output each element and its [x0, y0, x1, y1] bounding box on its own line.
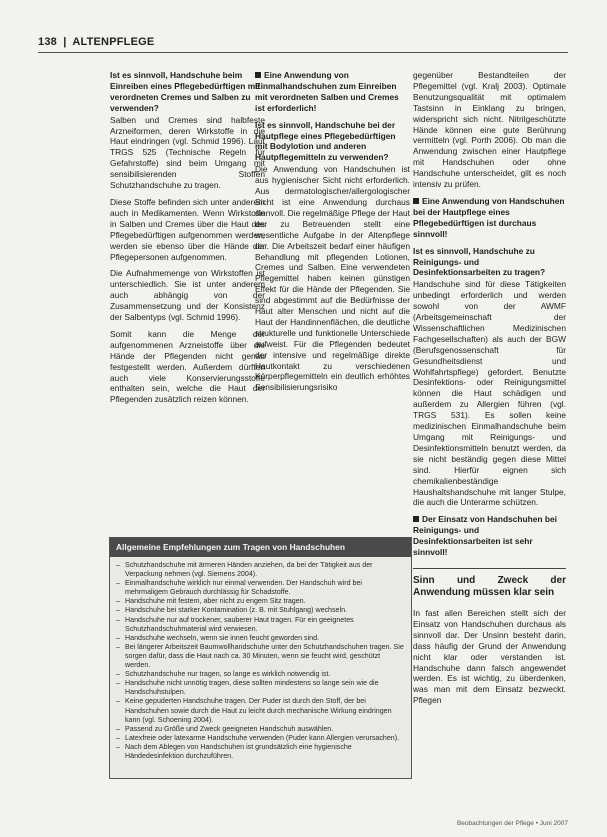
recommendation-item: – Handschuhe bei starker Kontamination (z. B. mit Stuhlgang) wechseln.	[116, 606, 405, 615]
recommendation-item: – Handschuhe nur auf trockener, sauberer Haut tragen. Für ein geeignetes Schutzhandschuhmaterial wird verwiesen.	[116, 616, 405, 634]
col2-text: Die Anwendung von Handschuhen ist aus hygienischer Sicht nicht erforderlich. Aus dermatologischer/allergologischer Sicht ist eine Anwendung durchaus sinnvoll. Die regelmäßige Pflege der Haut der zu Betreuenden stellt eine wesentliche Aufgabe in der Altenpflege dar. Die Arbeitszeit bedarf einer häufigen Behandlung mit pflegenden Lotionen, Cremes und Salben. Eine verwendeten Pflegemittel haben keinen günstigen Effekt für die Hände der Pflegenden. Sie sind abgestimmt auf die Bedürfnisse der Haut alter Menschen und nicht auf die Haut der Handinnenflächen, die deutliche strukturelle und funktionelle Unterschiede aufweist. Für die Pflegenden bedeutet der intensive und regelmäßige direkte Hautkontakt zu verschiedenen Körperpflegemitteln ein deutlich erhöhtes Sensibilisierungsrisiko	[255, 164, 410, 393]
col3-heading: Der Einsatz von Handschuhen bei Reinigungs- und Desinfektionsarbeiten ist sehr sinnvoll!	[413, 514, 566, 558]
col1-block	[110, 197, 265, 262]
recommendation-item: – Schutzhandschuhe nur tragen, so lange es wirklich notwendig ist.	[116, 670, 405, 679]
col3-heading: Eine Anwendung von Handschuhen bei der Hautpflege eines Pflegebedürftigen ist durchaus sinnvoll!	[413, 195, 565, 239]
text-column-2	[255, 70, 410, 399]
page-number: 138	[38, 36, 57, 48]
recommendation-item: – Latexfreie oder latexarme Handschuhe verwenden (Puder kann Allergien verursachen).	[116, 734, 405, 743]
subsection-heading: Sinn und Zweck der Anwendung müssen klar sein	[413, 568, 566, 600]
recommendations-list	[110, 561, 411, 761]
section-title: ALTENPFLEGE	[72, 36, 155, 48]
page-footer: Beobachtungen der Pflege • Juni 2007	[456, 820, 568, 827]
col2-heading: Ist es sinnvoll, Handschuhe bei der Hautpflege eines Pflegebedürftigen mit Bodylotion und anderen Hautpflegemitteln zu verwenden?	[255, 119, 396, 163]
col1-text: Die Aufnahmemenge von Wirkstoffen ist unterschiedlich. Sie ist unter anderem auch abhängig von der Zusammensetzung und der Konsistenz der Salbentyps (vgl. Schmid 1996).	[110, 268, 265, 323]
text-column-1	[110, 70, 265, 411]
recommendations-box	[109, 537, 412, 779]
col3-text: Handschuhe sind für diese Tätigkeiten unbedingt erforderlich und werden sowohl von der AWMF (Arbeitsgemeinschaft der Wissenschaftlichen Medizinischen Fachgesellschaften) als auch der BGW (Berufsgenossenschaft für Gesundheitsdienst und Wohlfahrtspflege) gefordert. Benutzte Desinfektions- oder Reinigungsmittel können die Haut schädigen und außerdem zu Allergien führen (vgl. TRGS 531). Es sollen keine medizinischen Einmalhandschuhe beim Umgang mit Reinigungs- und Desinfektionsmitteln benutzt werden, da sie nicht beständig gegen diese Mittel sind. Hierfür eignen sich chemikalienbeständige Haushaltshandschuhe mit langer Stulpe, die auch die Unterarme schützen.	[413, 279, 566, 508]
recommendations-box-title: Allgemeine Empfehlungen zum Tragen von Handschuhen	[110, 538, 411, 557]
col3-block	[413, 70, 566, 190]
recommendation-item: – Nach dem Ablegen von Handschuhen ist grundsätzlich eine hygienische Händedesinfektion durchzuführen.	[116, 743, 405, 761]
col3-block	[413, 514, 566, 558]
col1-text: Somit kann die Menge der aufgenommenen Arzneistoffe über die Hände der Pflegenden nicht genau festgestellt werden. Außerdem dürften auch viele Konservierungsstoffe enthalten sein, welche die Haut der Pflegenden zusätzlich reizen können.	[110, 328, 265, 405]
col2-heading: Eine Anwendung von Einmalhandschuhen zum Einreiben mit verordneten Salben und Cremes ist erforderlich!	[255, 70, 410, 114]
col3-block	[413, 246, 566, 509]
col2-block	[255, 70, 410, 114]
col3-block	[413, 196, 566, 240]
col2-block	[255, 120, 410, 394]
recommendation-item: – Schutzhandschuhe mit ärmeren Händen anziehen, da bei der Tätigkeit aus der Verpackung nehmen (vgl. Siemens 2004).	[116, 561, 405, 579]
col1-text: Salben und Cremes sind halbfeste Arzneiformen, deren Wirkstoffe in die Haut eindringen (vgl. Schmid 1996). Laut TRGS 525 (Technische Regeln für Gefahrstoffe) sind beim Umgang mit sensibilisierenden Stoffen Schutzhandschuhe zu tragen.	[110, 114, 265, 191]
col3-text: gegenüber Bestandteilen der Pflegemittel (vgl. Kralj 2003). Optimale Benutzungsqualität mit optimalem Tastsinn in Einklang zu bringen, widerspricht sich nicht. Nitrilgeschützte Hände können eine gute Berührung vermitteln (vgl. Porth 2006). Ob man die Anwendung zwischen einer Hautpflege mit Handschuhen oder ohne Handschuhe unterscheidet, gilt es noch intensiv zu prüfen.	[413, 70, 566, 190]
recommendation-item: – Handschuhe wechseln, wenn sie innen feucht geworden sind.	[116, 634, 405, 643]
recommendation-item: – Keine gepuderten Handschuhe tragen. Der Puder ist durch den Stoff, der bei Handschuhen sowie durch die Haut zu leicht durch mechanische Wirkung eindringen kann (vgl. Schoening 2004).	[116, 697, 405, 724]
col1-block	[110, 329, 265, 405]
recommendation-item: – Einmalhandschuhe wirklich nur einmal verwenden. Der Handschuh wird bei mehrmaligem Gebrauch durchlässig für Schadstoffe.	[116, 579, 405, 597]
col1-block	[110, 70, 265, 191]
text-column-3	[413, 70, 566, 712]
recommendation-item: – Handschuhe nicht unnötig tragen, diese sollten mindestens so lange sein wie die Handschuhstulpen.	[116, 679, 405, 697]
page-header	[38, 36, 568, 53]
header-separator: |	[63, 36, 67, 48]
col3-heading: Ist es sinnvoll, Handschuhe zu Reinigungs- und Desinfektionsarbeiten zu tragen?	[413, 245, 546, 278]
col1-block	[110, 268, 265, 323]
col1-heading: Ist es sinnvoll, Handschuhe beim Einreiben eines Pflegebedürftigen mit verordneten Cremes und Salben zu verwenden?	[110, 70, 261, 113]
col1-text: Diese Stoffe befinden sich unter anderem auch in Medikamenten. Wenn Wirkstoffe in Salben und Cremes über die Haut des Pflegebedürftigen aufgenommen werden, werden sie ebenso über die Hände der Pflegepersonen aufgenommen.	[110, 196, 265, 262]
subsection-text: In fast allen Bereichen stellt sich der Einsatz von Handschuhen durchaus als sinnvoll dar. Der Unsinn besteht darin, dass häufig der Grund der Anwendung nicht klar oder verstanden ist. Handschuhe dann falsch angewendet werden. Es ist wichtig, zu überdenken, was man mit dem Einsatz bezweckt. Pflegen	[413, 607, 566, 706]
recommendation-item: – Passend zu Größe und Zweck geeigneten Handschuh auswählen.	[116, 725, 405, 734]
recommendation-item: – Handschuhe mit festem, aber nicht zu engem Sitz tragen.	[116, 597, 405, 606]
recommendation-item: – Bei längerer Arbeitszeit Baumwollhandschuhe unter den Schutzhandschuhen tragen. Sie sorgen dafür, dass die Haut nach ca. 30 Minuten, wenn sie feucht wird, geschützt werden.	[116, 643, 405, 670]
